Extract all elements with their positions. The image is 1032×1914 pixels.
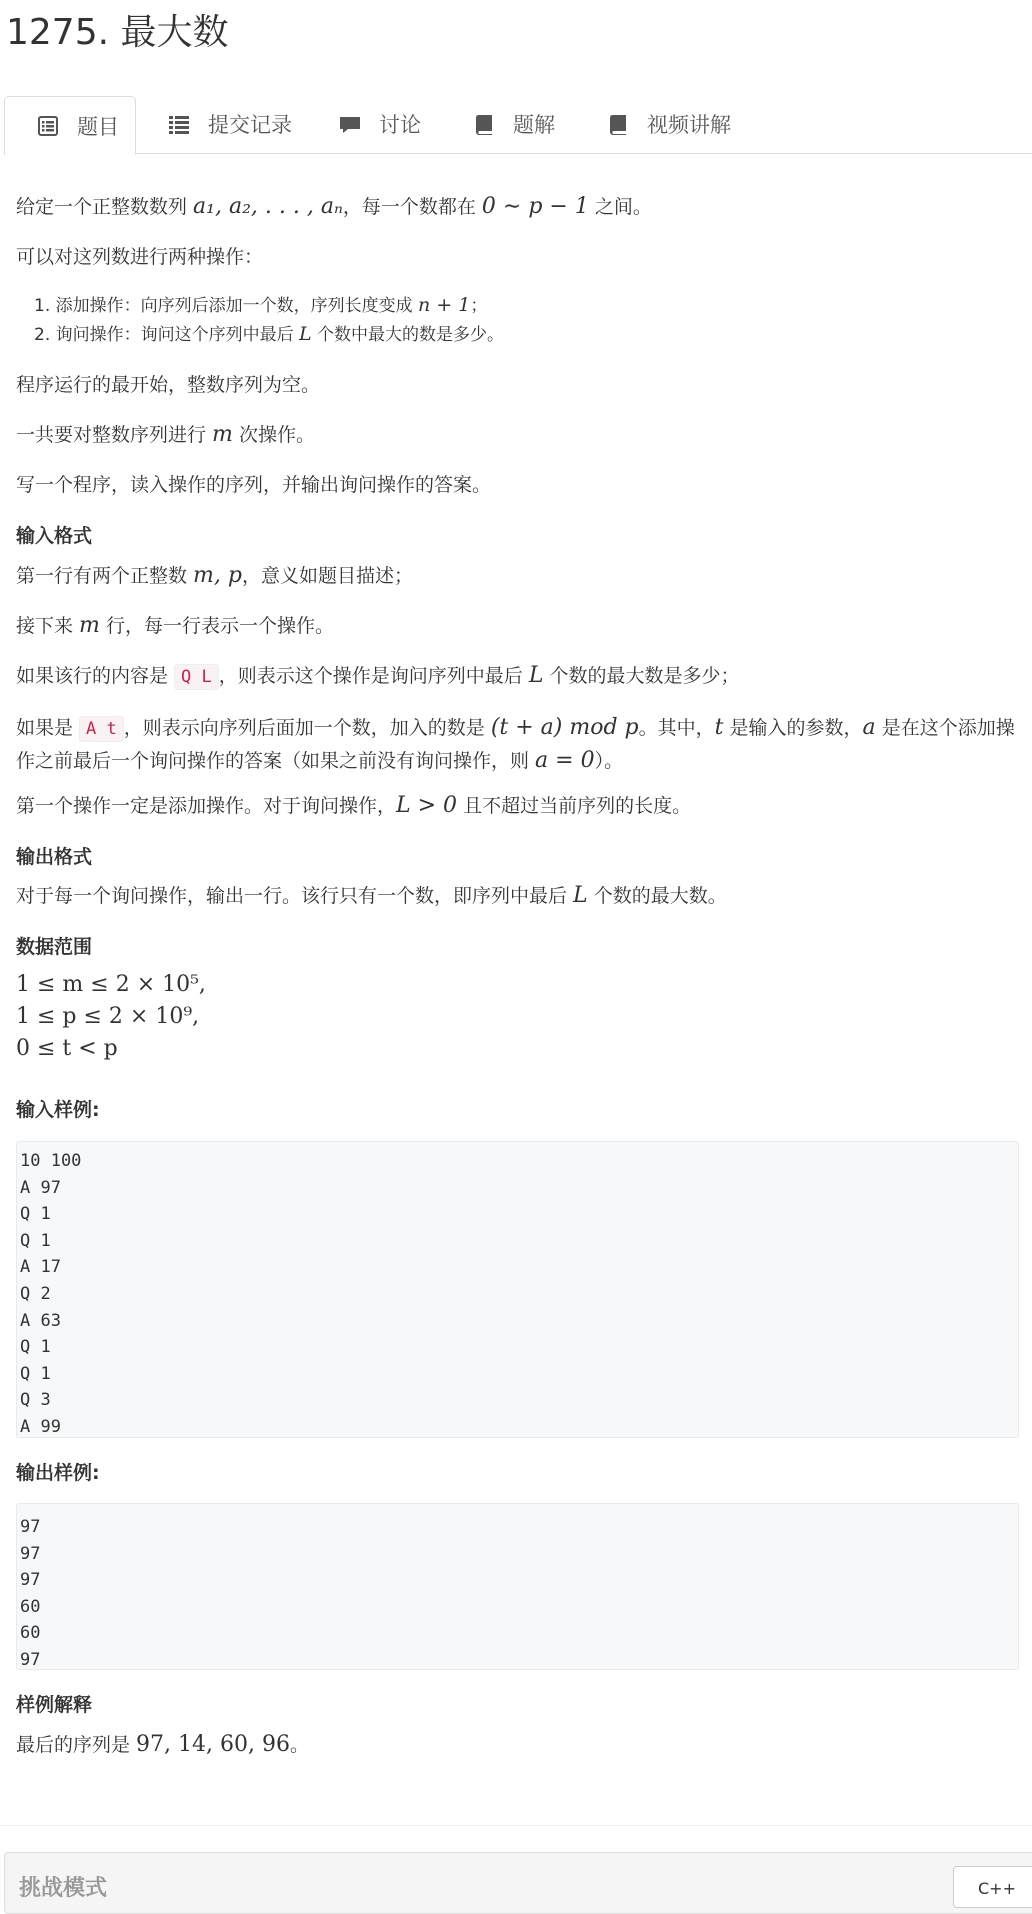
code-line: Q 1: [20, 1204, 51, 1225]
code-line: 60: [20, 1596, 41, 1617]
desc-paragraph: 对于每一个询问操作，输出一行。该行只有一个数，即序列中最后 L 个数的最大数。: [16, 883, 727, 908]
section-heading: 输出样例:: [16, 1462, 100, 1484]
problem-tabs: [4, 96, 1032, 154]
desc-paragraph: 最后的序列是 97, 14, 60, 96。: [16, 1732, 309, 1757]
desc-paragraph: 第一个操作一定是添加操作。对于询问操作，L > 0 且不超过当前序列的长度。: [16, 793, 692, 818]
desc-paragraph: 接下来 m 行，每一行表示一个操作。: [16, 613, 334, 638]
section-heading: 样例解释: [16, 1694, 93, 1716]
code-line: 10 100: [20, 1151, 82, 1171]
tab-label: 题目: [77, 114, 119, 139]
challenge-mode-bar[interactable]: [4, 1852, 1032, 1914]
code-line: 60: [20, 1623, 41, 1644]
list-alt-icon: [37, 115, 59, 137]
tab-solutions[interactable]: [473, 96, 555, 152]
tab-label: 讨论: [379, 113, 421, 137]
range-line: 0 ≤ t < p: [16, 1036, 118, 1061]
code-line: Q 2: [20, 1283, 51, 1304]
list-item: 1. 添加操作：向序列后添加一个数，序列长度变成 n + 1；: [34, 294, 488, 316]
desc-paragraph: 写一个程序，读入操作的序列，并输出询问操作的答案。: [16, 474, 492, 496]
code-line: A 99: [20, 1416, 61, 1437]
divider: [0, 1825, 1032, 1826]
desc-paragraph: 程序运行的最开始，整数序列为空。: [16, 374, 321, 396]
tab-label: 视频讲解: [647, 113, 731, 137]
code-line: A 63: [20, 1310, 61, 1331]
section-heading: 数据范围: [16, 936, 93, 958]
inline-code: A t: [79, 716, 124, 742]
challenge-mode-label: 挑战模式: [19, 1876, 108, 1901]
sample-output-block: [16, 1503, 1019, 1670]
language-select-button[interactable]: [953, 1866, 1032, 1908]
book-icon: [473, 113, 495, 135]
desc-paragraph: 可以对这列数进行两种操作：: [16, 246, 264, 268]
code-line: Q 1: [20, 1337, 51, 1358]
code-line: Q 3: [20, 1390, 51, 1411]
section-heading: 输入样例:: [16, 1099, 100, 1121]
desc-paragraph: 第一行有两个正整数 m, p，意义如题目描述；: [16, 563, 413, 588]
operation-list: [34, 291, 504, 349]
section-heading: 输入格式: [16, 525, 93, 547]
range-line: 1 ≤ m ≤ 2 × 10⁵,: [16, 972, 206, 997]
range-line: 1 ≤ p ≤ 2 × 10⁹,: [16, 1004, 200, 1029]
inline-code: Q L: [174, 664, 219, 690]
tab-discussion[interactable]: [339, 96, 421, 152]
code-line: A 17: [20, 1257, 61, 1278]
desc-paragraph: 给定一个正整数数列 a₁, a₂, . . . , aₙ，每一个数都在 0 ∼ p − 1 之间。: [16, 194, 652, 219]
page-title: 1275. 最大数: [6, 12, 229, 53]
tab-problem[interactable]: [4, 96, 136, 155]
section-heading: 输出格式: [16, 846, 93, 868]
code-line: 97: [20, 1517, 41, 1537]
code-line: Q 1: [20, 1363, 51, 1384]
code-line: 97: [20, 1570, 41, 1591]
code-line: Q 1: [20, 1230, 51, 1251]
desc-paragraph: 如果是 A t ，则表示向序列后面加一个数，加入的数是 (t + a) mod p。其中，t 是输入的参数，a 是在这个添加操作之前最后一个询问操作的答案（如果之前没有询问操作，则 a = 0）。: [16, 715, 1015, 773]
comment-icon: [339, 113, 361, 135]
tab-submissions[interactable]: [168, 96, 292, 152]
tab-label: 提交记录: [208, 113, 292, 137]
list-item: 2. 询问操作：询问这个序列中最后 L 个数中最大的数是多少。: [34, 323, 505, 345]
desc-paragraph: 如果该行的内容是 Q L ，则表示这个操作是询问序列中最后 L 个数的最大数是多少；: [16, 663, 740, 688]
list-icon: [168, 113, 190, 135]
code-line: A 97: [20, 1177, 61, 1198]
book-icon: [607, 113, 629, 135]
language-label: C++: [978, 1879, 1016, 1898]
sample-input-block: [16, 1141, 1019, 1438]
tab-label: 题解: [513, 113, 555, 137]
code-line: 97: [20, 1649, 41, 1670]
desc-paragraph: 一共要对整数序列进行 m 次操作。: [16, 422, 315, 447]
code-line: 97: [20, 1543, 41, 1564]
tab-video[interactable]: [607, 96, 731, 152]
